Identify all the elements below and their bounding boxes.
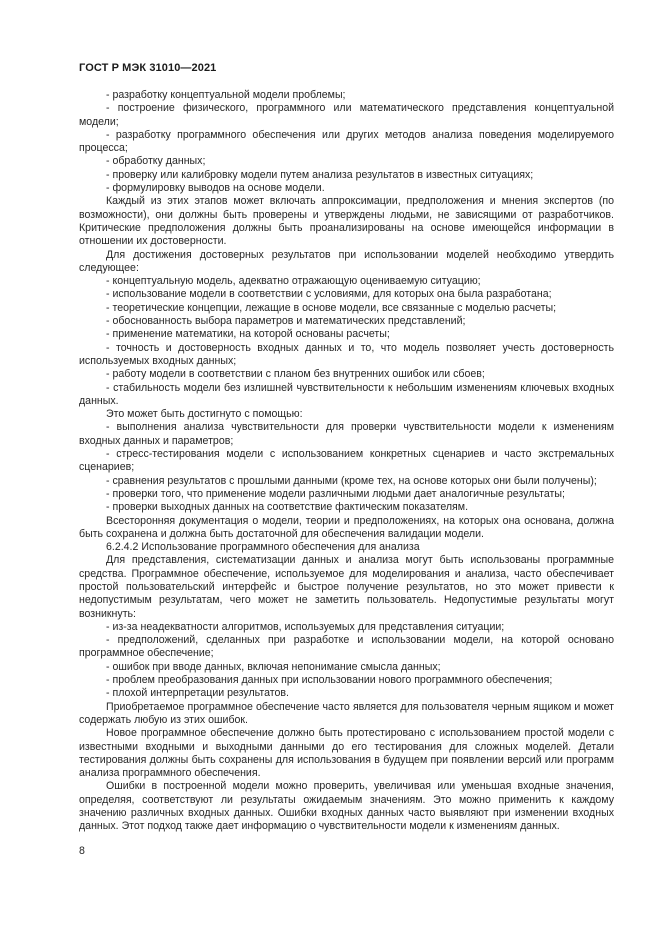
paragraph: Это может быть достигнуто с помощью: <box>106 408 303 421</box>
paragraph: Приобретаемое программное обеспечение часто является для пользователя черным ящиком и может содержать любую из этих ошибок. <box>79 700 614 726</box>
list-item: - использование модели в соответствии с условиями, для которых она была разработана; <box>106 288 552 301</box>
list-item: - сравнения результатов с прошлыми данными (кроме тех, на основе которых они были получены); <box>106 474 597 487</box>
list-item: - предположений, сделанных при разработке и использовании модели, на которой основано программное обеспечение; <box>79 634 614 660</box>
list-item: - из-за неадекватности алгоритмов, используемых для представления ситуации; <box>106 620 505 633</box>
list-item: - проблем преобразования данных при использовании нового программного обеспечения; <box>106 674 553 687</box>
paragraph: Каждый из этих этапов может включать аппроксимации, предположения и мнения экспертов (по возможности), они должны быть проверены и утверждены людьми, не зависящими от разработчиков. Критические предположения должны быть проанализированы на основе имеющейся информации в отношении их достоверности. <box>79 195 614 248</box>
list-item: - разработку программного обеспечения или других методов анализа поведения моделируемого процесса; <box>79 128 614 155</box>
list-item: - применение математики, на которой основаны расчеты; <box>106 328 390 341</box>
list-item: - обоснованность выбора параметров и математических представлений; <box>106 315 466 328</box>
list-item: - формулировку выводов на основе модели. <box>106 182 325 195</box>
list-item: - теоретические концепции, лежащие в основе модели, все связанные с моделью расчеты; <box>106 301 557 314</box>
body-text <box>79 89 614 834</box>
paragraph: Ошибки в построенной модели можно проверить, увеличивая или уменьшая входные значения, определяя, соответствуют ли результаты ожидаемым значениям. Это можно применить к каждому значению различных входных данных. Ошибки входных данных часто выявляют при изменении входных данных. Этот подход также дает информацию о чувствительности модели к изменениям данных. <box>79 780 614 833</box>
list-item: - работу модели в соответствии с планом без внутренних ошибок или сбоев; <box>106 368 485 381</box>
paragraph: Всесторонняя документация о модели, теории и предположениях, на которых она основана, должна быть сохранена и должна быть достаточной для обеспечения валидации модели. <box>79 514 614 540</box>
list-item: - построение физического, программного или математического представления концептуальной модели; <box>79 102 614 128</box>
paragraph: Для достижения достоверных результатов при использовании моделей необходимо утвердить следующее: <box>79 248 614 274</box>
page-number: 8 <box>79 845 85 857</box>
list-item: - ошибок при вводе данных, включая непонимание смысла данных; <box>106 660 441 673</box>
standard-designation: ГОСТ Р МЭК 31010—2021 <box>79 62 217 74</box>
list-item: - стресс-тестирования модели с использованием конкретных сценариев и часто экстремальных сценариев; <box>79 448 614 474</box>
list-item: - проверки того, что применение модели различными людьми дает аналогичные результаты; <box>106 487 565 500</box>
list-item: - точность и достоверность входных данных и то, что модель позволяет учесть достоверность используемых входных данных; <box>79 341 614 367</box>
list-item: - проверку или калибровку модели путем анализа результатов в известных ситуациях; <box>106 168 534 181</box>
section-heading: 6.2.4.2 Использование программного обеспечения для анализа <box>106 541 420 554</box>
list-item: - концептуальную модель, адекватно отражающую оцениваемую ситуацию; <box>106 275 481 288</box>
list-item: - проверки выходных данных на соответствие фактическим показателям. <box>106 501 469 514</box>
list-item: - стабильность модели без излишней чувствительности к небольшим изменениям ключевых входных данных. <box>79 381 614 407</box>
list-item: - плохой интерпретации результатов. <box>106 687 289 700</box>
paragraph: Для представления, систематизации данных и анализа могут быть использованы программные средства. Программное обеспечение, используемое для моделирования и анализа, часто обеспечивает простой пользовательский интерфейс и быстрое получение результатов, но это может привести к недопустимым результатам, чего может не заметить пользователь. Недопустимые результаты могут возникнуть: <box>79 554 614 620</box>
list-item: - выполнения анализа чувствительности для проверки чувствительности модели к изменениям входных данных и параметров; <box>79 421 614 447</box>
paragraph: Новое программное обеспечение должно быть протестировано с использованием простой модели с известными входными и выходными данными до его тестирования для сложных моделей. Детали тестирования должны быть сохранены для использования в будущем при появлении версий или программ анализа программного обеспечения. <box>79 727 614 780</box>
list-item: - обработку данных; <box>106 155 206 168</box>
list-item: - разработку концептуальной модели проблемы; <box>106 89 346 101</box>
